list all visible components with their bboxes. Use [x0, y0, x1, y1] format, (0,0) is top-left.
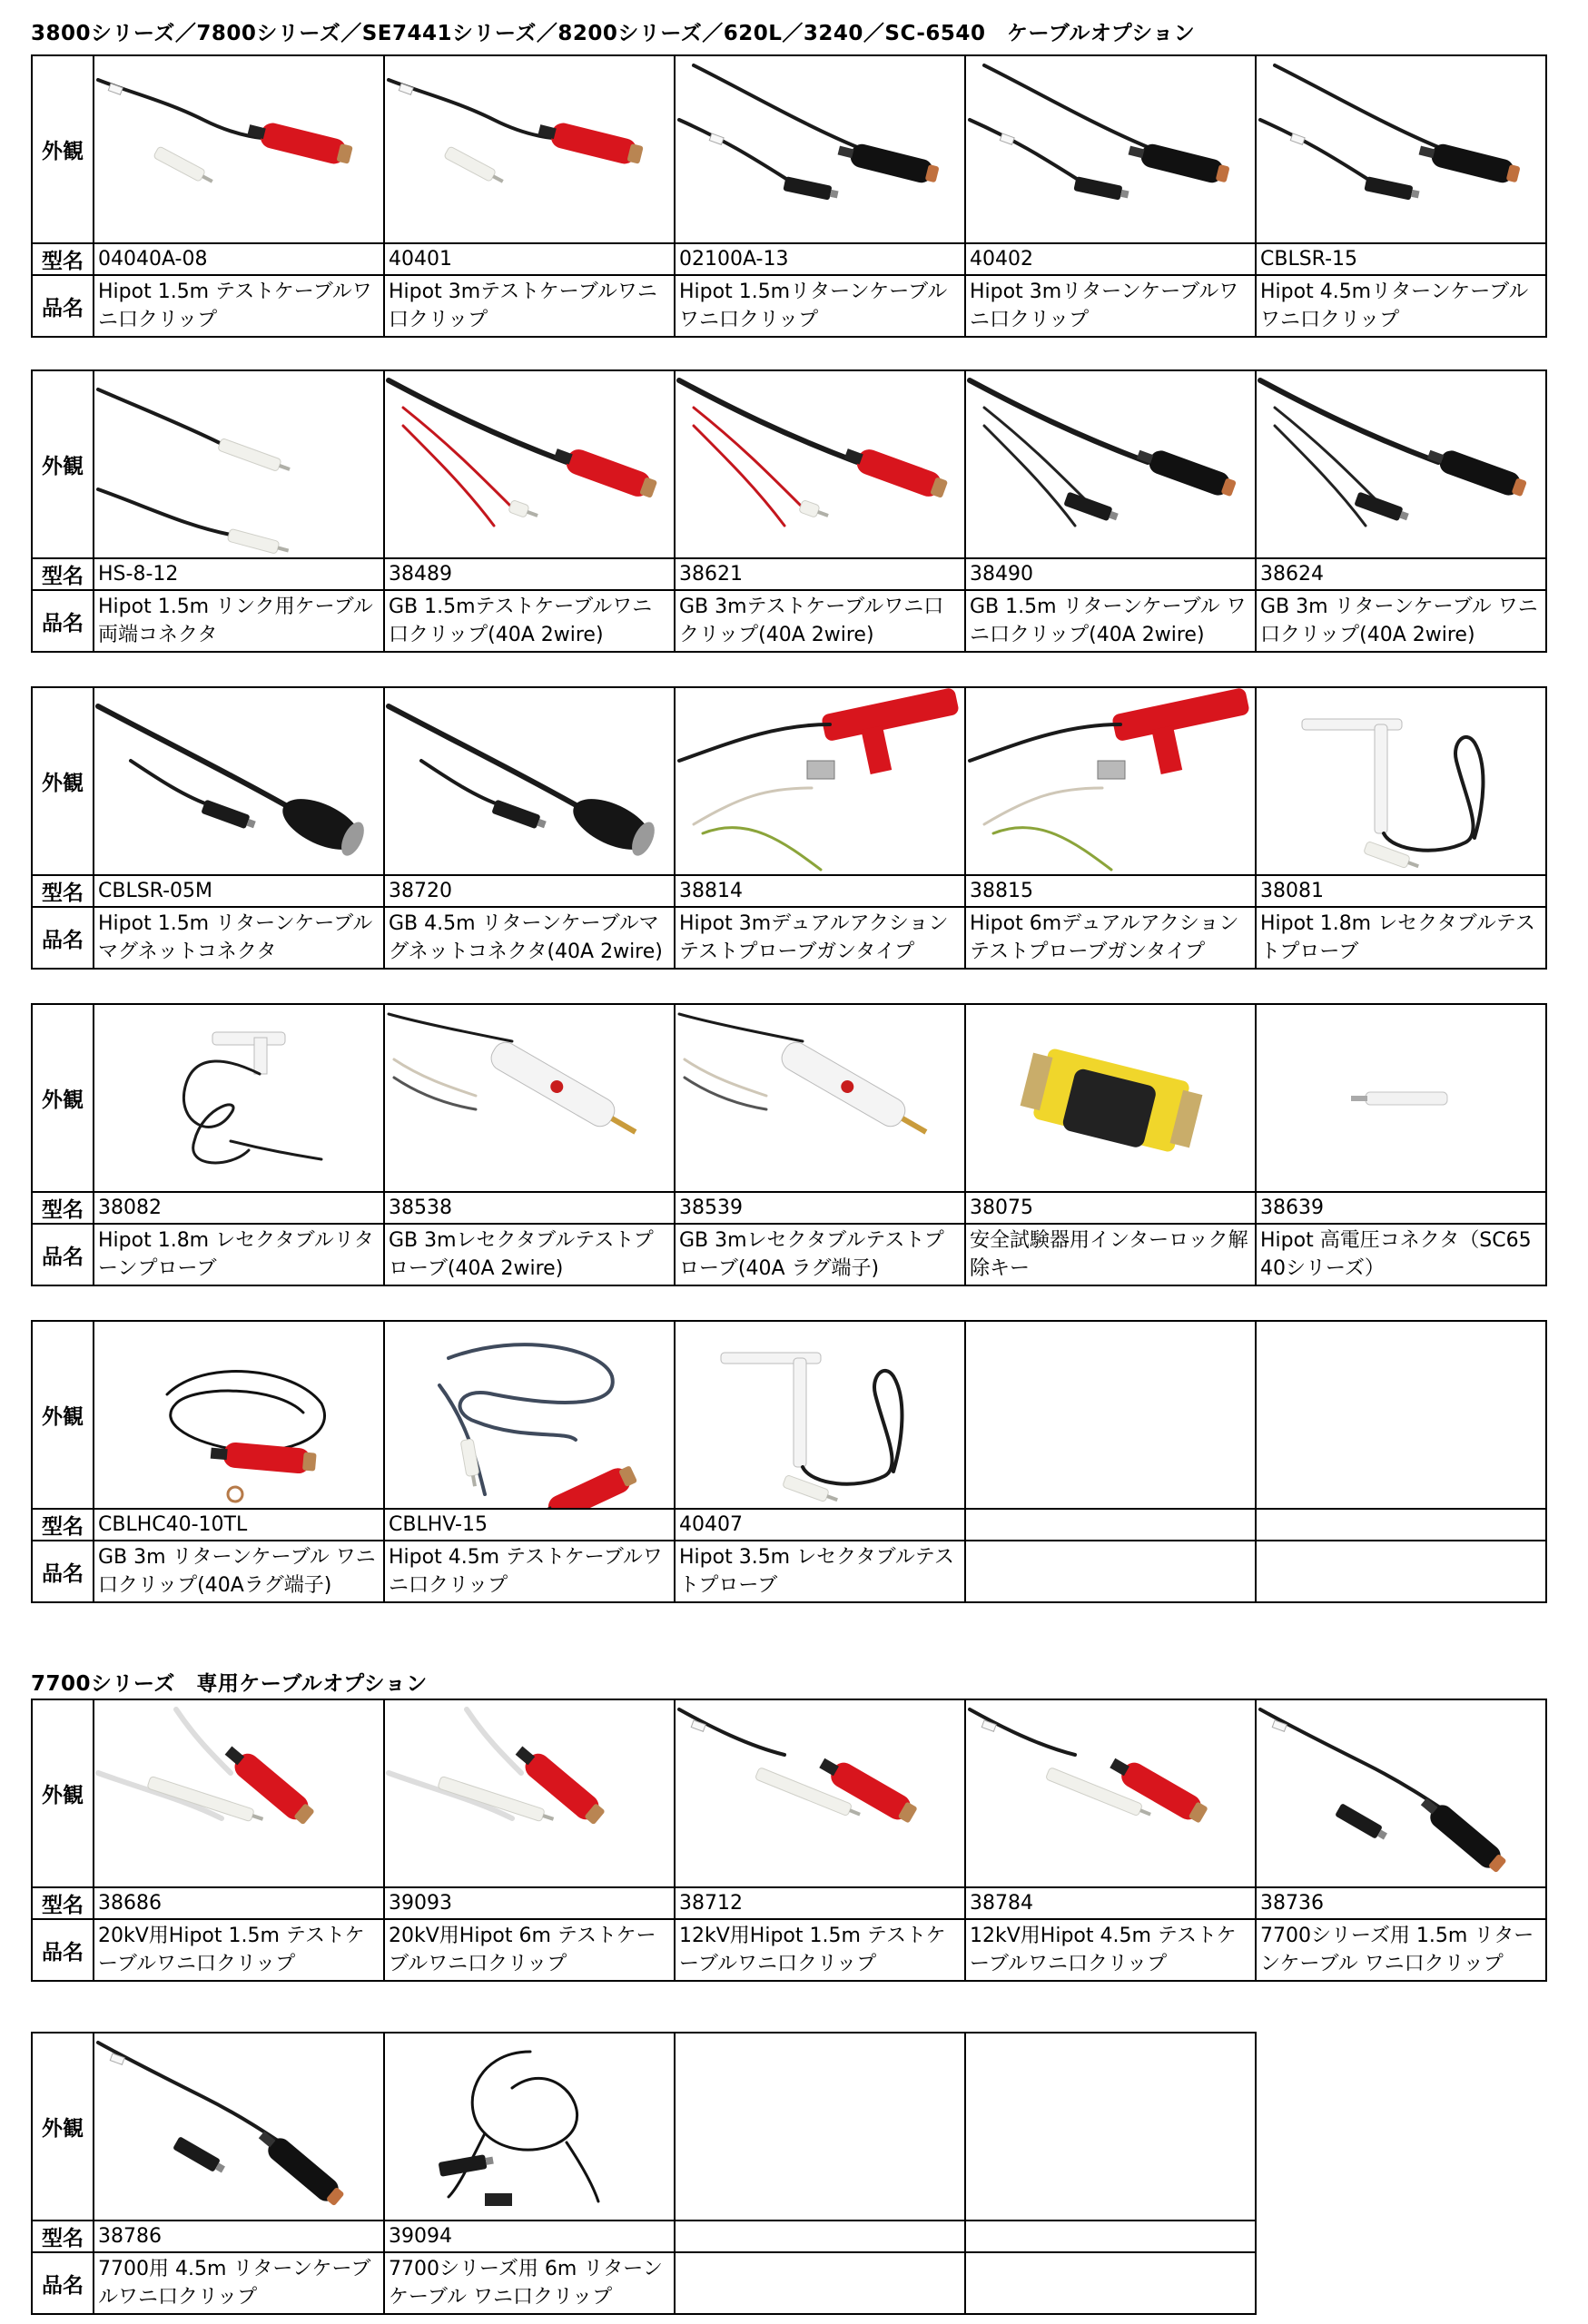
model-cell	[94, 1509, 384, 1541]
link-cable-icon	[94, 371, 383, 557]
product-photo-cell	[1256, 370, 1546, 558]
product-name: GB 1.5m リターンケーブル ワニ口クリップ(40A 2wire)	[970, 596, 1247, 646]
product-name: GB 4.5m リターンケーブルマグネットコネクタ(40A 2wire)	[389, 912, 663, 963]
model-number: 40402	[970, 247, 1033, 271]
appearance-label: 外観	[32, 1004, 94, 1192]
product-name: 7700シリーズ用 1.5m リターンケーブル ワニ口クリップ	[1260, 1925, 1534, 1975]
product-table-t3	[31, 686, 1547, 970]
model-cell	[384, 2221, 675, 2252]
model-number: 38624	[1260, 562, 1324, 586]
product-table-t7	[31, 2032, 1257, 2315]
model-number: 38538	[389, 1196, 452, 1219]
product-name-cell	[675, 1541, 965, 1602]
model-number: 38814	[679, 879, 743, 902]
black-clip-connector-icon	[1257, 1700, 1545, 1886]
product-name: GB 3mテストケーブルワニ口クリップ(40A 2wire)	[679, 596, 944, 646]
product-photo-cell	[965, 2033, 1256, 2221]
product-name-cell	[1256, 907, 1546, 969]
product-photo-cell	[675, 55, 965, 243]
name-label: 品名	[32, 1919, 94, 1981]
model-label: 型名	[32, 1887, 94, 1919]
product-photo-cell	[1256, 1004, 1546, 1192]
model-cell	[675, 2221, 965, 2252]
product-name: 12kV用Hipot 1.5m テストケーブルワニ口クリップ	[679, 1925, 946, 1975]
product-name: Hipot 1.5mリターンケーブルワニ口クリップ	[679, 281, 948, 331]
black-clip-cable-icon	[676, 56, 964, 242]
red-2wire-clip-icon	[676, 371, 964, 557]
product-photo-cell	[94, 687, 384, 875]
black-2wire-clip-icon	[966, 371, 1255, 557]
model-number: 38490	[970, 562, 1033, 586]
return-probe-icon	[94, 1005, 383, 1191]
product-name-cell	[384, 1541, 675, 1602]
magnet-connector-icon	[385, 688, 674, 874]
product-name-cell	[94, 2252, 384, 2314]
black-clip-cable-icon	[1257, 56, 1545, 242]
product-name: Hipot 4.5m テストケーブルワニ口クリップ	[389, 1546, 663, 1597]
model-number: CBLHV-15	[389, 1512, 488, 1536]
model-cell	[94, 875, 384, 907]
product-name-cell	[675, 1919, 965, 1981]
model-cell	[675, 558, 965, 590]
black-red-clip-icon	[676, 1700, 964, 1886]
product-photo-cell	[1256, 1699, 1546, 1887]
product-photo-cell	[94, 370, 384, 558]
model-number: CBLSR-05M	[98, 879, 212, 902]
model-cell	[675, 875, 965, 907]
product-name-cell	[1256, 1919, 1546, 1981]
black-clip-connector-icon	[94, 2034, 383, 2220]
product-name-cell	[965, 1919, 1256, 1981]
product-name: GB 3m リターンケーブル ワニ口クリップ(40A 2wire)	[1260, 596, 1538, 646]
product-name: Hipot 6mデュアルアクションテストプローブガンタイプ	[970, 912, 1239, 963]
product-photo-cell	[675, 687, 965, 875]
white-red-clip-icon	[385, 1700, 674, 1886]
red-clip-cable-icon	[94, 56, 383, 242]
product-name-cell	[94, 275, 384, 337]
model-cell	[384, 1509, 675, 1541]
model-cell	[965, 2221, 1256, 2252]
black-red-clip-icon	[966, 1700, 1255, 1886]
model-number: 40401	[389, 247, 452, 271]
model-cell	[675, 1509, 965, 1541]
product-name-cell	[675, 907, 965, 969]
product-photo-cell	[1256, 1321, 1546, 1509]
product-photo-cell	[94, 55, 384, 243]
model-cell	[965, 1887, 1256, 1919]
model-number: 38786	[98, 2224, 162, 2248]
appearance-label: 外観	[32, 1321, 94, 1509]
product-name: Hipot 3mテストケーブルワニ口クリップ	[389, 281, 657, 331]
white-red-clip-icon	[94, 1700, 383, 1886]
model-number: 38815	[970, 879, 1033, 902]
product-name-cell	[1256, 590, 1546, 652]
product-photo-cell	[965, 370, 1256, 558]
product-name-cell	[384, 1224, 675, 1285]
product-name-cell	[94, 590, 384, 652]
model-number: 38075	[970, 1196, 1033, 1219]
product-name-cell	[1256, 1541, 1546, 1602]
pen-probe-icon	[385, 1005, 674, 1191]
probe-gun-icon	[676, 688, 964, 874]
product-name-cell	[965, 1541, 1256, 1602]
product-name: Hipot 1.5m リターンケーブルマグネットコネクタ	[98, 912, 373, 963]
black-clip-cable-icon	[966, 56, 1255, 242]
model-cell	[94, 1887, 384, 1919]
product-photo-cell	[965, 687, 1256, 875]
product-photo-cell	[965, 1699, 1256, 1887]
product-name-cell	[384, 2252, 675, 2314]
product-photo-cell	[94, 2033, 384, 2221]
appearance-label: 外観	[32, 687, 94, 875]
product-name-cell	[384, 275, 675, 337]
model-label: 型名	[32, 1509, 94, 1541]
product-name-cell	[94, 907, 384, 969]
product-name-cell	[965, 2252, 1256, 2314]
model-number: 39094	[389, 2224, 452, 2248]
name-label: 品名	[32, 590, 94, 652]
name-label: 品名	[32, 275, 94, 337]
product-photo-cell	[384, 1699, 675, 1887]
model-number: CBLSR-15	[1260, 247, 1358, 271]
product-photo-cell	[1256, 55, 1546, 243]
product-name: 7700シリーズ用 6m リターンケーブル ワニ口クリップ	[389, 2258, 663, 2309]
model-cell	[675, 1887, 965, 1919]
product-table-t2	[31, 369, 1547, 653]
magnet-connector-icon	[94, 688, 383, 874]
model-cell	[94, 1192, 384, 1224]
product-table-t1	[31, 54, 1547, 338]
model-number: 38639	[1260, 1196, 1324, 1219]
coiled-cable-icon	[94, 1322, 383, 1508]
product-name-cell	[94, 1919, 384, 1981]
name-label: 品名	[32, 1224, 94, 1285]
name-label: 品名	[32, 1541, 94, 1602]
blue-cable-clip-icon	[385, 1322, 674, 1508]
product-photo-cell	[94, 1321, 384, 1509]
model-cell	[94, 2221, 384, 2252]
model-cell	[384, 1887, 675, 1919]
model-cell	[675, 1192, 965, 1224]
red-clip-cable-icon	[385, 56, 674, 242]
product-name: 7700用 4.5m リターンケーブルワニ口クリップ	[98, 2258, 371, 2309]
product-name-cell	[965, 1224, 1256, 1285]
model-cell	[1256, 558, 1546, 590]
coiled-return-icon	[385, 2034, 674, 2220]
model-number: 38720	[389, 879, 452, 902]
product-name: 20kV用Hipot 1.5m テストケーブルワニ口クリップ	[98, 1925, 365, 1975]
name-label: 品名	[32, 907, 94, 969]
product-name-cell	[384, 590, 675, 652]
product-name: GB 3mレセクタブルテストプローブ(40A ラグ端子)	[679, 1229, 944, 1280]
product-photo-cell	[384, 687, 675, 875]
product-table-t4	[31, 1003, 1547, 1286]
black-2wire-clip-icon	[1257, 371, 1545, 557]
model-cell	[675, 243, 965, 275]
product-name: Hipot 高電圧コネクタ（SC6540シリーズ）	[1260, 1229, 1532, 1280]
model-cell	[1256, 1192, 1546, 1224]
appearance-label: 外観	[32, 370, 94, 558]
model-cell	[384, 1192, 675, 1224]
product-name-cell	[965, 590, 1256, 652]
product-name: Hipot 1.8m レセクタブルテストプローブ	[1260, 912, 1535, 963]
name-label: 品名	[32, 2252, 94, 2314]
product-photo-cell	[965, 1321, 1256, 1509]
section-title-2: 7700シリーズ 専用ケーブルオプション	[31, 1672, 428, 1696]
product-name-cell	[675, 2252, 965, 2314]
model-cell	[965, 243, 1256, 275]
model-cell	[1256, 243, 1546, 275]
product-photo-cell	[965, 55, 1256, 243]
model-number: 38539	[679, 1196, 743, 1219]
model-cell	[965, 875, 1256, 907]
appearance-label: 外観	[32, 1699, 94, 1887]
product-photo-cell	[384, 55, 675, 243]
product-photo-cell	[94, 1004, 384, 1192]
hv-connector-icon	[1257, 1005, 1545, 1191]
product-name-cell	[384, 907, 675, 969]
product-photo-cell	[675, 1004, 965, 1192]
model-number: 04040A-08	[98, 247, 208, 271]
model-number: HS-8-12	[98, 562, 179, 586]
product-photo-cell	[1256, 687, 1546, 875]
product-photo-cell	[94, 1699, 384, 1887]
product-name-cell	[965, 907, 1256, 969]
product-table-t6	[31, 1699, 1547, 1982]
model-cell	[94, 558, 384, 590]
product-name: GB 3mレセクタブルテストプローブ(40A 2wire)	[389, 1229, 654, 1280]
t-probe-icon	[676, 1322, 964, 1508]
appearance-label: 外観	[32, 2033, 94, 2221]
model-cell	[384, 243, 675, 275]
model-number: 38489	[389, 562, 452, 586]
model-number: 02100A-13	[679, 247, 789, 271]
model-cell	[1256, 875, 1546, 907]
product-name-cell	[94, 1224, 384, 1285]
product-name: Hipot 3mリターンケーブルワニ口クリップ	[970, 281, 1239, 331]
product-name: GB 3m リターンケーブル ワニ口クリップ(40Aラグ端子)	[98, 1546, 376, 1597]
product-name	[966, 1570, 1255, 1573]
product-photo-cell	[675, 370, 965, 558]
model-number: 39093	[389, 1891, 452, 1915]
model-label: 型名	[32, 243, 94, 275]
product-photo-cell	[384, 1004, 675, 1192]
model-number: 38686	[98, 1891, 162, 1915]
product-photo-cell	[384, 1321, 675, 1509]
model-number: 38621	[679, 562, 743, 586]
product-name: 安全試験器用インターロック解除キー	[970, 1229, 1248, 1280]
pen-probe-icon	[676, 1005, 964, 1191]
section-title-1: 3800シリーズ／7800シリーズ／SE7441シリーズ／8200シリーズ／620L／3240／SC-6540 ケーブルオプション	[31, 22, 1196, 45]
product-name-cell	[675, 275, 965, 337]
product-name: 20kV用Hipot 6m テストケーブルワニ口クリップ	[389, 1925, 656, 1975]
model-label: 型名	[32, 2221, 94, 2252]
model-cell	[94, 243, 384, 275]
product-name: Hipot 1.5m リンク用ケーブル両端コネクタ	[98, 596, 373, 646]
product-table-t5	[31, 1320, 1547, 1603]
product-name: GB 1.5mテストケーブルワニ口クリップ(40A 2wire)	[389, 596, 653, 646]
product-photo-cell	[675, 1321, 965, 1509]
product-name	[676, 2281, 964, 2285]
product-name	[1257, 1570, 1545, 1573]
product-photo-cell	[384, 370, 675, 558]
product-name: Hipot 3.5m レセクタブルテストプローブ	[679, 1546, 954, 1597]
model-number: 40407	[679, 1512, 743, 1536]
model-number: 38712	[679, 1891, 743, 1915]
product-photo-cell	[675, 2033, 965, 2221]
product-name: 12kV用Hipot 4.5m テストケーブルワニ口クリップ	[970, 1925, 1237, 1975]
model-cell	[384, 875, 675, 907]
model-cell	[1256, 1509, 1546, 1541]
t-probe-icon	[1257, 688, 1545, 874]
model-cell	[965, 1509, 1256, 1541]
model-number: 38736	[1260, 1891, 1324, 1915]
interlock-key-icon	[966, 1005, 1255, 1191]
model-label: 型名	[32, 1192, 94, 1224]
product-name: Hipot 1.8m レセクタブルリターンプローブ	[98, 1229, 374, 1280]
model-cell	[965, 558, 1256, 590]
product-photo-cell	[965, 1004, 1256, 1192]
product-name-cell	[94, 1541, 384, 1602]
product-photo-cell	[384, 2033, 675, 2221]
product-name-cell	[1256, 1224, 1546, 1285]
model-cell	[384, 558, 675, 590]
model-cell	[1256, 1887, 1546, 1919]
product-name-cell	[1256, 275, 1546, 337]
probe-gun-icon	[966, 688, 1255, 874]
model-number: CBLHC40-10TL	[98, 1512, 248, 1536]
appearance-label: 外観	[32, 55, 94, 243]
model-cell	[965, 1192, 1256, 1224]
product-name: Hipot 1.5m テストケーブルワニ口クリップ	[98, 281, 372, 331]
product-name: Hipot 3mデュアルアクションテストプローブガンタイプ	[679, 912, 949, 963]
model-label: 型名	[32, 875, 94, 907]
model-number: 38081	[1260, 879, 1324, 902]
red-2wire-clip-icon	[385, 371, 674, 557]
product-name-cell	[675, 1224, 965, 1285]
product-name-cell	[384, 1919, 675, 1981]
product-name: Hipot 4.5mリターンケーブルワニ口クリップ	[1260, 281, 1529, 331]
model-label: 型名	[32, 558, 94, 590]
product-name-cell	[675, 590, 965, 652]
product-name	[966, 2281, 1255, 2285]
model-number: 38784	[970, 1891, 1033, 1915]
product-photo-cell	[675, 1699, 965, 1887]
model-number: 38082	[98, 1196, 162, 1219]
product-name-cell	[965, 275, 1256, 337]
